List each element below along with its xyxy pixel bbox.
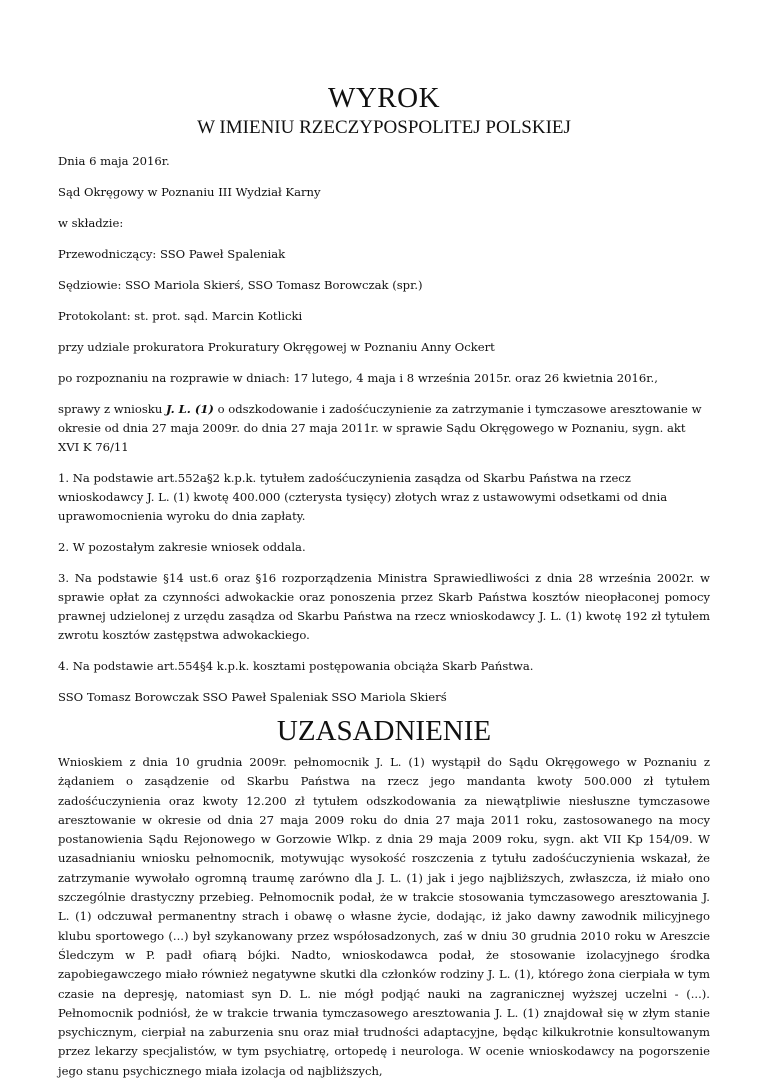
- justification-title: UZASADNIENIE: [276, 715, 492, 747]
- document-subtitle: W IMIENIU RZECZYPOSPOLITEJ POLSKIEJ: [197, 117, 571, 138]
- case-party: J. L. (1): [165, 402, 214, 416]
- case-description: [58, 400, 710, 457]
- ruling-item-3: 3. Na podstawie §14 ust.6 oraz §16 rozporządzenia Ministra Sprawiedliwości z dnia 28 września 2002r. w sprawie opłat za czynności adwokackie oraz ponoszenia przez Skarb Państwa kosztów nieopłaconej pomocy prawnej udzielonej z urzędu zasądza od Skarbu Państwa na rzecz wnioskodawcy J. L. (1) kwotę 192 zł tytułem zwrotu kosztów zastępstwa adwokackiego.: [58, 571, 710, 642]
- case-rest: o odszkodowanie i zadośćuczynienie za zatrzymanie i tymczasowe aresztowanie w okresie od dnia 27 maja 2009r. do dnia 27 maja 2011r. w sprawie Sądu Okręgowego w Poznaniu, sygn. akt XVI K 76/11: [58, 402, 702, 454]
- composition-label: w składzie:: [58, 216, 124, 230]
- ruling-item-1: 1. Na podstawie art.552a§2 k.p.k. tytułem zadośćuczynienia zasądza od Skarbu Państwa na rzecz wnioskodawcy J. L. (1) kwotę 400.000 (czterysta tysięcy) złotych wraz z ustawowymi odsetkami od dnia uprawomocnienia wyroku do dnia zapłaty.: [58, 471, 668, 523]
- justification-text: Wnioskiem z dnia 10 grudnia 2009r. pełnomocnik J. L. (1) wystąpił do Sądu Okręgowego w Poznaniu z żądaniem o zasądzenie od Skarbu Państwa na rzecz jego mandanta kwoty 500.000 zł tytułem zadośćuczynienia oraz kwoty 12.200 zł tytułem odszkodowania za niewątpliwie niesłuszne tymczasowe aresztowanie w okresie od dnia 27 maja 2009 roku do dnia 27 maja 2011 roku, zastosowanego na mocy postanowienia Sądu Rejonowego w Gorzowie Wlkp. z dnia 29 maja 2009 roku, sygn. akt VII Kp 154/09. W uzasadnianiu wniosku pełnomocnik, motywując wysokość roszczenia z tytułu zadośćuczynienia wskazał, że zatrzymanie wywołało ogromną traumę zarówno dla J. L. (1) jak i jego najbliższych, zwłaszcza, iż miało ono szczególnie drastyczny przebieg. Pełnomocnik podał, że w trakcie stosowania tymczasowego aresztowania J. L. (1) odczuwał permanentny strach i obawę o własne życie, dodając, iż jako dawny zawodnik milicyjnego klubu sportowego (...) był szykanowany przez współosadzonych, zaś w dniu 30 grudnia 2010 roku w Areszcie Śledczym w P. padł ofiarą bójki. Nadto, wnioskodawca podał, że stosowanie izolacyjnego środka zapobiegawczego miało również negatywne skutki dla członków rodziny J. L. (1), którego żona cierpiała w tym czasie na depresję, natomiast syn D. L. nie mógł podjąć nauki na zagranicznej wyższej uczelni - (...). Pełnomocnik podniósł, że w trakcie trwania tymczasowego aresztowania J. L. (1) znajdował się w złym stanie psychicznym, cierpiał na zaburzenia snu oraz miał trudności adaptacyjne, będąc kilkukrotnie konsultowanym przez lekarzy specjalistów, w tym psychiatrę, ortopedę i neurologa. W ocenie wnioskodawcy na pogorszenie jego stanu psychicznego miała izolacja od najbliższych,: [58, 755, 710, 1078]
- court-recorder: Protokolant: st. prot. sąd. Marcin Kotlicki: [58, 309, 303, 323]
- document-title: WYROK: [327, 82, 441, 114]
- prosecutor: przy udziale prokuratora Prokuratury Okręgowej w Poznaniu Anny Ockert: [58, 340, 495, 354]
- case-prefix: sprawy z wniosku: [58, 402, 166, 416]
- ruling-item-4: 4. Na podstawie art.554§4 k.p.k. kosztami postępowania obciąża Skarb Państwa.: [58, 659, 534, 673]
- presiding-judge: Przewodniczący: SSO Paweł Spaleniak: [58, 247, 286, 261]
- hearing-dates: po rozpoznaniu na rozprawie w dniach: 17 lutego, 4 maja i 8 września 2015r. oraz 26 kwietnia 2016r.,: [58, 371, 658, 385]
- judgment-date: Dnia 6 maja 2016r.: [58, 154, 170, 168]
- judges: Sędziowie: SSO Mariola Skierś, SSO Tomasz Borowczak (spr.): [58, 278, 423, 292]
- judge-signatures: SSO Tomasz Borowczak SSO Paweł Spaleniak SSO Mariola Skierś: [58, 690, 447, 704]
- court-name: Sąd Okręgowy w Poznaniu III Wydział Karny: [58, 185, 321, 199]
- ruling-item-2: 2. W pozostałym zakresie wniosek oddala.: [58, 540, 306, 554]
